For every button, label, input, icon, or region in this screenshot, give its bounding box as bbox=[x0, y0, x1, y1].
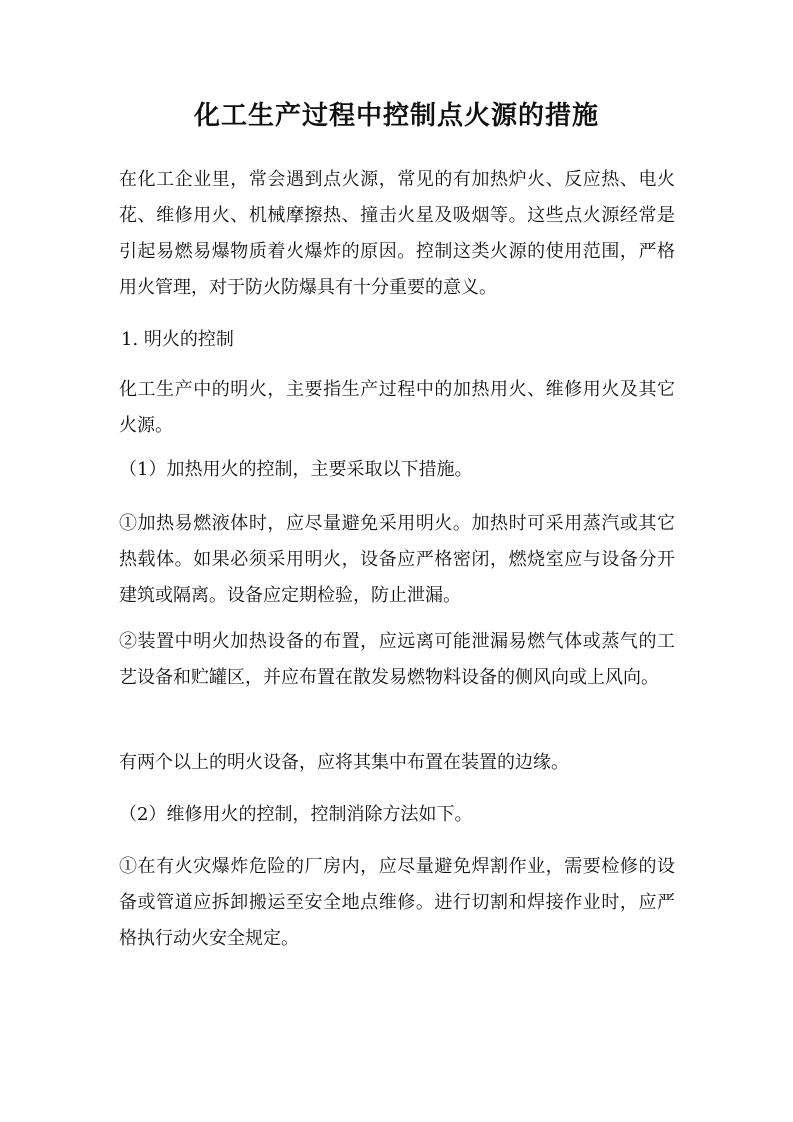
paragraph-open-flame-intro: 化工生产中的明火，主要指生产过程中的加热用火、维修用火及其它火源。 bbox=[119, 379, 675, 436]
section-heading-open-flame: 1. 明火的控制 bbox=[121, 329, 234, 350]
subsection-heading-heating-fire: （1）加热用火的控制，主要采取以下措施。 bbox=[119, 459, 473, 480]
document-title: 化工生产过程中控制点火源的措施 bbox=[193, 101, 599, 131]
list-item-maintenance-1: ①在有火灾爆炸危险的厂房内，应尽量避免焊割作业，需要检修的设备或管道应拆卸搬运至安全地点维修。进行切割和焊接作业时，应严格执行动火安全规定。 bbox=[119, 856, 675, 949]
paragraph-intro: 在化工企业里，常会遇到点火源，常见的有加热炉火、反应热、电火花、维修用火、机械摩擦热、撞击火星及吸烟等。这些点火源经常是引起易燃易爆物质着火爆炸的原因。控制这类火源的使用范围，严格用火管理，对于防火防爆具有十分重要的意义。 bbox=[119, 169, 675, 298]
subsection-heading-maintenance-fire: （2）维修用火的控制，控制消除方法如下。 bbox=[119, 804, 473, 825]
list-item-heating-2: ②装置中明火加热设备的布置，应远离可能泄漏易燃气体或蒸气的工艺设备和贮罐区，并应布置在散发易燃物料设备的侧风向或上风向。 bbox=[119, 631, 675, 688]
list-item-heating-1: ①加热易燃液体时，应尽量避免采用明火。加热时可采用蒸汽或其它热载体。如果必须采用明火，设备应严格密闭，燃烧室应与设备分开建筑或隔离。设备应定期检验，防止泄漏。 bbox=[119, 513, 675, 606]
paragraph-heating-note: 有两个以上的明火设备，应将其集中布置在装置的边缘。 bbox=[119, 752, 569, 773]
